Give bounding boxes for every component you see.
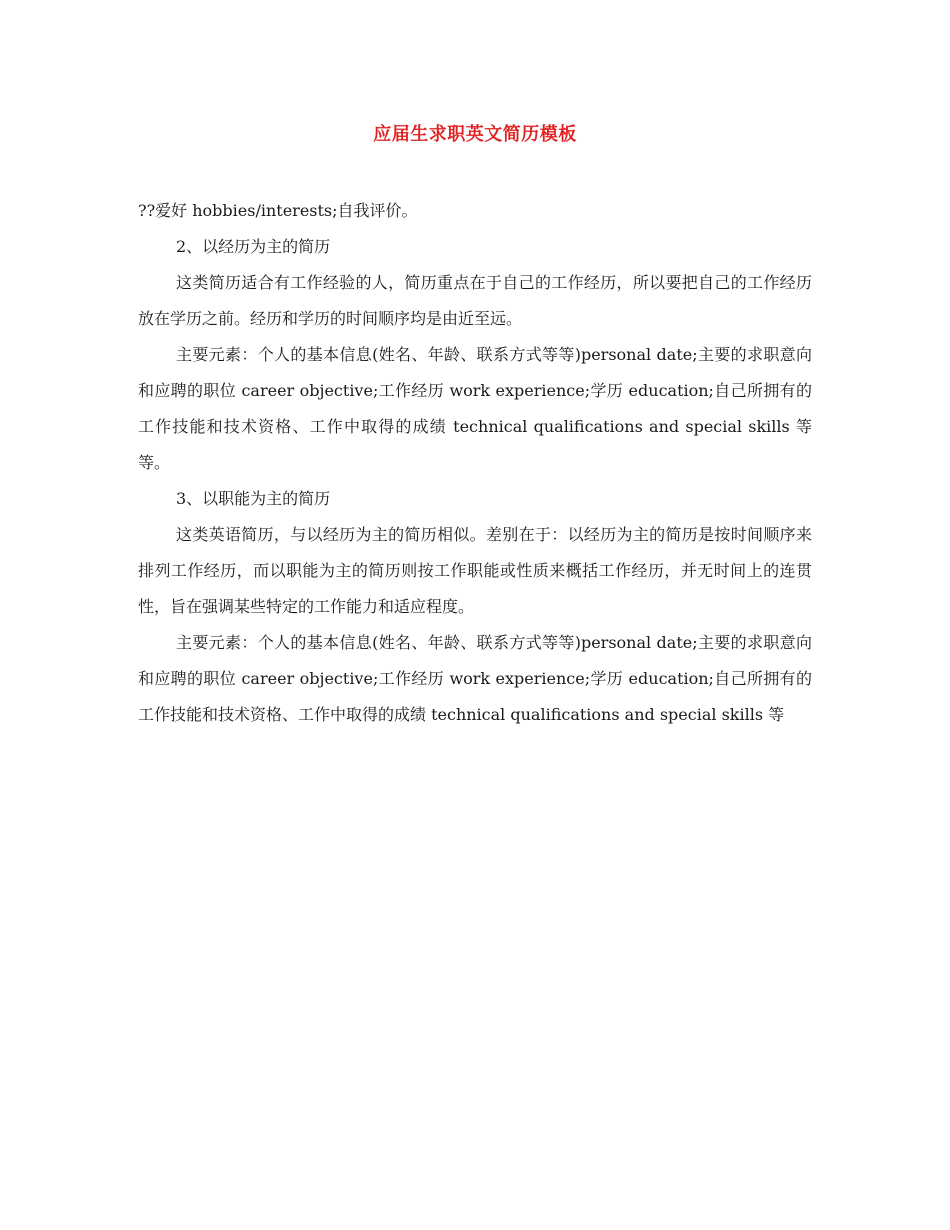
paragraph-experience-description: 这类简历适合有工作经验的人，简历重点在于自己的工作经历，所以要把自己的工作经历放在学历之前。经历和学历的时间顺序均是由近至远。 <box>138 273 812 328</box>
paragraph-hobbies: ??爱好 hobbies/interests;自我评价。 <box>138 201 418 220</box>
document-title: 应届生求职英文简历模板 <box>373 124 577 145</box>
heading-experience-resume: 2、以经历为主的简历 <box>176 237 331 256</box>
heading-functional-resume: 3、以职能为主的简历 <box>176 489 331 508</box>
document-body <box>138 193 812 733</box>
paragraph-functional-description: 这类英语简历，与以经历为主的简历相似。差别在于：以经历为主的简历是按时间顺序来排列工作经历，而以职能为主的简历则按工作职能或性质来概括工作经历，并无时间上的连贯性，旨在强调某些特定的工作能力和适应程度。 <box>138 525 812 616</box>
paragraph-experience-elements: 主要元素：个人的基本信息(姓名、年龄、联系方式等等)personal date;主要的求职意向和应聘的职位 career objective;工作经历 work experience;学历 education;自己所拥有的工作技能和技术资格、工作中取得的成绩 technical qualifications and special skills 等等。 <box>138 345 812 472</box>
paragraph-functional-elements: 主要元素：个人的基本信息(姓名、年龄、联系方式等等)personal date;主要的求职意向和应聘的职位 career objective;工作经历 work experience;学历 education;自己所拥有的工作技能和技术资格、工作中取得的成绩 technical qualifications and special skills 等 <box>138 633 812 724</box>
